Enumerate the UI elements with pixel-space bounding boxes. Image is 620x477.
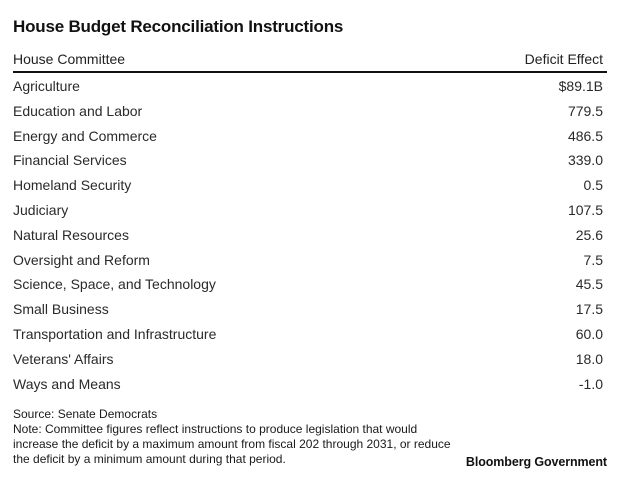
- committee-name: Transportation and Infrastructure: [13, 325, 217, 342]
- column-header-committee: House Committee: [13, 51, 126, 67]
- page-title: House Budget Reconciliation Instructions: [13, 17, 344, 36]
- figure: [13, 0, 607, 477]
- deficit-value: 17.5: [575, 301, 603, 318]
- deficit-value: 107.5: [567, 201, 603, 218]
- committee-name: Financial Services: [13, 152, 127, 169]
- deficit-value: 45.5: [575, 276, 603, 293]
- committee-name: Oversight and Reform: [13, 251, 150, 268]
- note-line: Note: Committee figures reflect instructions to produce legislation that would: [13, 422, 418, 436]
- committee-name: Education and Labor: [13, 102, 143, 119]
- deficit-value: 486.5: [567, 127, 603, 144]
- table-row: [13, 374, 607, 399]
- deficit-value: 779.5: [567, 102, 603, 119]
- committee-name: Homeland Security: [13, 177, 132, 194]
- table-row: [13, 274, 607, 299]
- deficit-value: 18.0: [575, 350, 603, 367]
- deficit-value: $89.1B: [558, 78, 603, 94]
- committee-name: Energy and Commerce: [13, 127, 157, 144]
- deficit-value: 60.0: [575, 325, 603, 342]
- deficit-value: 25.6: [575, 226, 603, 243]
- table-row: [13, 324, 607, 349]
- committee-name: Ways and Means: [13, 375, 121, 392]
- note-line: the deficit by a minimum amount during that period.: [13, 452, 286, 466]
- table-row: [13, 101, 607, 126]
- committee-name: Science, Space, and Technology: [13, 276, 216, 293]
- deficit-value: 339.0: [567, 152, 603, 169]
- source-line: Source: Senate Democrats: [13, 407, 158, 421]
- committee-name: Natural Resources: [13, 226, 129, 243]
- table-header: [13, 51, 607, 73]
- table-row: [13, 150, 607, 175]
- table-row: [13, 250, 607, 275]
- note-line: increase the deficit by a maximum amount from fiscal 202 through 2031, or reduce: [13, 437, 451, 451]
- table-row: [13, 349, 607, 374]
- table-body: [13, 76, 607, 398]
- deficit-value: 7.5: [583, 251, 603, 268]
- table-row: [13, 299, 607, 324]
- committee-name: Veterans' Affairs: [13, 350, 114, 367]
- table-row: [13, 175, 607, 200]
- committee-name: Small Business: [13, 301, 109, 318]
- table-row: [13, 126, 607, 151]
- table-row: [13, 200, 607, 225]
- deficit-value: -1.0: [578, 375, 603, 392]
- column-header-deficit: Deficit Effect: [524, 51, 603, 67]
- brand-logo-text: Bloomberg Government: [465, 455, 607, 469]
- committee-name: Judiciary: [13, 201, 69, 218]
- deficit-value: 0.5: [583, 177, 603, 194]
- table-row: [13, 76, 607, 101]
- committee-name: Agriculture: [13, 78, 80, 94]
- table-row: [13, 225, 607, 250]
